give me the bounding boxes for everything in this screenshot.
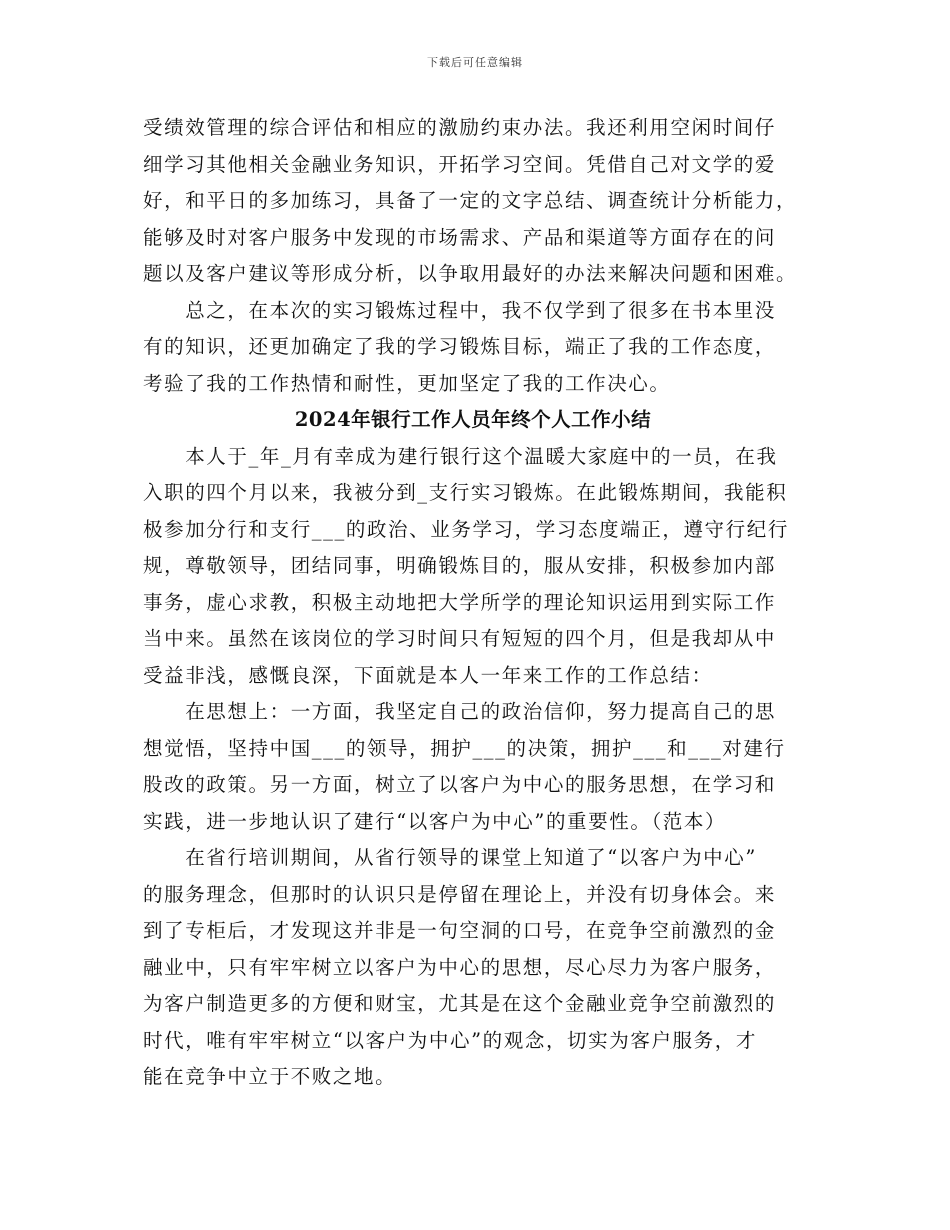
text-line: 的服务理念，但那时的认识只是停留在理论上，并没有切身体会。来: [143, 882, 777, 906]
text-line: 受绩效管理的综合评估和相应的激励约束办法。我还利用空闲时间仔: [143, 116, 777, 139]
text-line: 融业中，只有牢牢树立以客户为中心的思想，尽心尽力为客户服务，: [143, 955, 777, 979]
text-line: 受益非浅，感慨良深，下面就是本人一年来工作的工作总结：: [143, 663, 713, 687]
section-title: 2024年银行工作人员年终个人工作小结: [294, 408, 652, 431]
text-line: 规，尊敬领导，团结同事，明确锻炼目的，服从安排，积极参加内部: [143, 554, 777, 577]
document-body: [143, 110, 823, 1096]
text-line: 有的知识，还更加确定了我的学习锻炼目标，端正了我的工作态度，: [143, 335, 777, 358]
text-line: 极参加分行和支行___的政治、业务学习，学习态度端正，遵守行纪行: [143, 517, 789, 541]
text-line: 当中来。虽然在该岗位的学习时间只有短短的四个月，但是我却从中: [143, 627, 777, 650]
text-line: 好，和平日的多加练习，具备了一定的文字总结、调查统计分析能力，: [143, 189, 798, 212]
text-line: 入职的四个月以来，我被分到_支行实习锻炼。在此锻炼期间，我能积: [143, 481, 788, 504]
page-header: 下载后可任意编辑: [427, 56, 523, 69]
text-line: 在省行培训期间，从省行领导的课堂上知道了“以客户为中心”: [143, 846, 757, 869]
text-line: 到了专柜后，才发现这并非是一句空洞的口号，在竞争空前激烈的金: [143, 919, 777, 942]
text-line: 能够及时对客户服务中发现的市场需求、产品和渠道等方面存在的问: [143, 225, 777, 249]
text-line: 想觉悟，坚持中国___的领导，拥护___的决策，拥护___和___对建行: [143, 736, 786, 760]
text-line: 事务，虚心求教，积极主动地把大学所学的理论知识运用到实际工作: [143, 590, 777, 614]
text-line: 能在竞争中立于不败之地。: [143, 1065, 397, 1088]
text-line: 在思想上：一方面，我坚定自己的政治信仰，努力提高自己的思: [143, 700, 777, 723]
text-line: 总之，在本次的实习锻炼过程中，我不仅学到了很多在书本里没: [143, 298, 777, 322]
text-line: 题以及客户建议等形成分析，以争取用最好的办法来解决问题和困难。: [143, 262, 798, 285]
text-line: 为客户制造更多的方便和财宝，尤其是在这个金融业竞争空前激烈的: [143, 992, 777, 1015]
text-line: 股改的政策。另一方面，树立了以客户为中心的服务思想，在学习和: [143, 773, 777, 796]
text-line: 细学习其他相关金融业务知识，开拓学习空间。凭借自己对文学的爱: [143, 152, 777, 176]
text-line: 考验了我的工作热情和耐性，更加坚定了我的工作决心。: [143, 371, 671, 395]
text-line: 时代，唯有牢牢树立“以客户为中心”的观念，切实为客户服务，才: [143, 1028, 757, 1052]
text-line: 实践，进一步地认识了建行“以客户为中心”的重要性。（范本）: [143, 809, 727, 833]
text-line: 本人于_年_月有幸成为建行银行这个温暖大家庭中的一员，在我: [143, 444, 778, 468]
